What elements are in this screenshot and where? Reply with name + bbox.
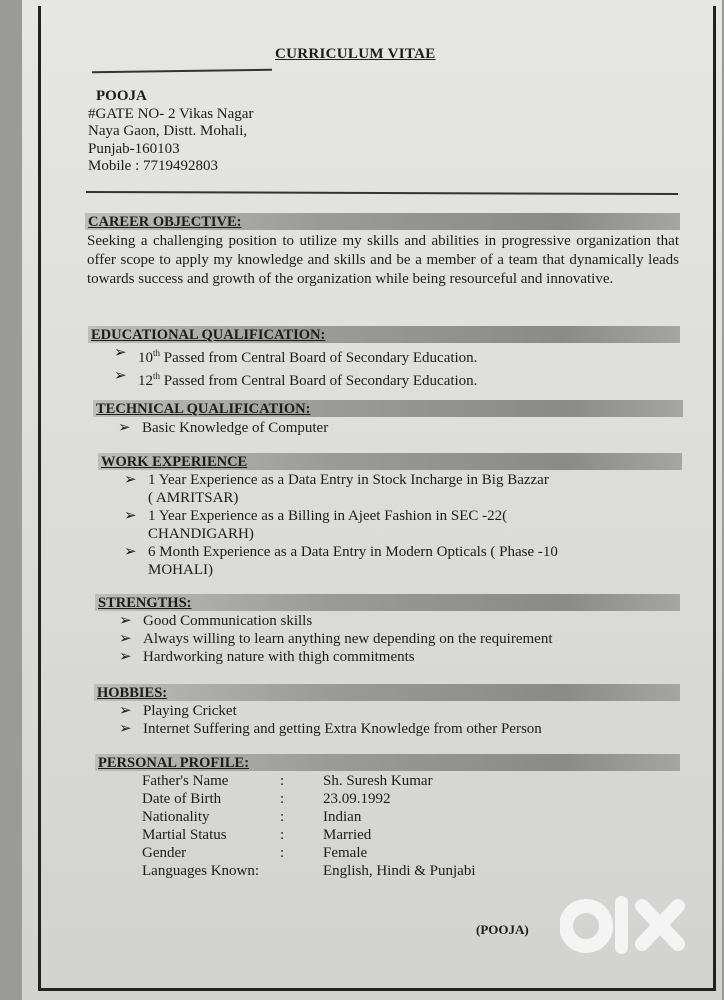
section-heading: WORK EXPERIENCE — [101, 454, 248, 470]
arrow-bullet-icon: ➢ — [118, 420, 131, 436]
table-row: Languages Known: English, Hindi & Punjabi — [142, 863, 476, 879]
signature-name: (POOJA) — [476, 922, 529, 937]
section-heading: STRENGTHS: — [98, 595, 192, 611]
arrow-bullet-icon: ➢ — [119, 721, 132, 737]
list-item: ➢ 1 Year Experience as a Data Entry in Stock Incharge in Big Bazzar ( AMRITSAR) — [124, 472, 549, 506]
section-technical — [93, 400, 683, 417]
table-row: Martial Status : Married — [142, 827, 372, 843]
list-item: ➢ Good Communication skills — [119, 613, 313, 629]
arrow-bullet-icon: ➢ — [124, 508, 137, 524]
address-line: Punjab-160103 — [88, 140, 180, 157]
section-heading: CAREER OBJECTIVE: — [88, 214, 242, 230]
technical-list — [114, 419, 328, 437]
table-row: Father's Name : Sh. Suresh Kumar — [142, 773, 433, 789]
table-row: Nationality : Indian — [142, 809, 362, 825]
mobile-number: Mobile : 7719492803 — [88, 158, 218, 174]
section-hobbies — [94, 684, 680, 701]
section-career-objective — [85, 213, 680, 230]
section-strengths — [95, 594, 680, 611]
arrow-bullet-icon: ➢ — [119, 649, 132, 665]
arrow-bullet-icon: ➢ — [114, 345, 127, 361]
list-item: ➢ 6 Month Experience as a Data Entry in Modern Opticals ( Phase -10 MOHALI) — [124, 544, 558, 578]
arrow-bullet-icon: ➢ — [119, 631, 132, 647]
section-personal-profile — [95, 754, 680, 771]
personal-profile-table — [142, 772, 476, 880]
list-item: ➢ 1 Year Experience as a Billing in Ajeet Fashion in SEC -22( CHANDIGARH) — [124, 508, 508, 542]
work-list — [120, 471, 680, 579]
arrow-bullet-icon: ➢ — [124, 544, 137, 560]
list-item: ➢ 12th Passed from Central Board of Secondary Education. — [114, 368, 478, 389]
section-heading: PERSONAL PROFILE: — [98, 755, 250, 771]
document-title: CURRICULUM VITAE — [275, 46, 436, 62]
olx-watermark-icon — [560, 892, 690, 962]
hobbies-list — [115, 702, 542, 738]
list-item: ➢ Basic Knowledge of Computer — [118, 420, 329, 436]
arrow-bullet-icon: ➢ — [119, 613, 132, 629]
career-objective-text: Seeking a challenging position to utilize my skills and abilities in progressive organization that offer scope to apply my knowledge and skills and be a member of a team that dynamically leads towards success and growth of the organization while being resourceful and innovative. — [87, 233, 679, 287]
list-item: ➢ Always willing to learn anything new depending on the requirement — [119, 631, 553, 647]
list-item: ➢ Playing Cricket — [119, 703, 237, 719]
contact-block — [88, 88, 253, 176]
list-item: ➢ Internet Suffering and getting Extra Knowledge from other Person — [119, 721, 542, 737]
address-line: Naya Gaon, Distt. Mohali, — [88, 123, 248, 139]
candidate-name: POOJA — [96, 88, 147, 104]
arrow-bullet-icon: ➢ — [114, 368, 127, 384]
section-heading: TECHNICAL QUALIFICATION: — [96, 401, 311, 417]
section-heading: HOBBIES: — [97, 685, 168, 701]
address-line: #GATE NO- 2 Vikas Nagar — [88, 105, 254, 122]
section-education — [88, 326, 680, 343]
section-work-experience — [98, 453, 682, 470]
list-item: ➢ Hardworking nature with thigh commitments — [119, 649, 415, 665]
arrow-bullet-icon: ➢ — [124, 472, 137, 488]
strengths-list — [115, 612, 552, 666]
section-heading: EDUCATIONAL QUALIFICATION: — [91, 327, 326, 343]
table-row: Date of Birth : 23.09.1992 — [142, 791, 391, 807]
education-list — [110, 344, 477, 390]
table-row: Gender : Female — [142, 845, 368, 861]
list-item: ➢ 10th Passed from Central Board of Secondary Education. — [114, 345, 478, 366]
arrow-bullet-icon: ➢ — [119, 703, 132, 719]
